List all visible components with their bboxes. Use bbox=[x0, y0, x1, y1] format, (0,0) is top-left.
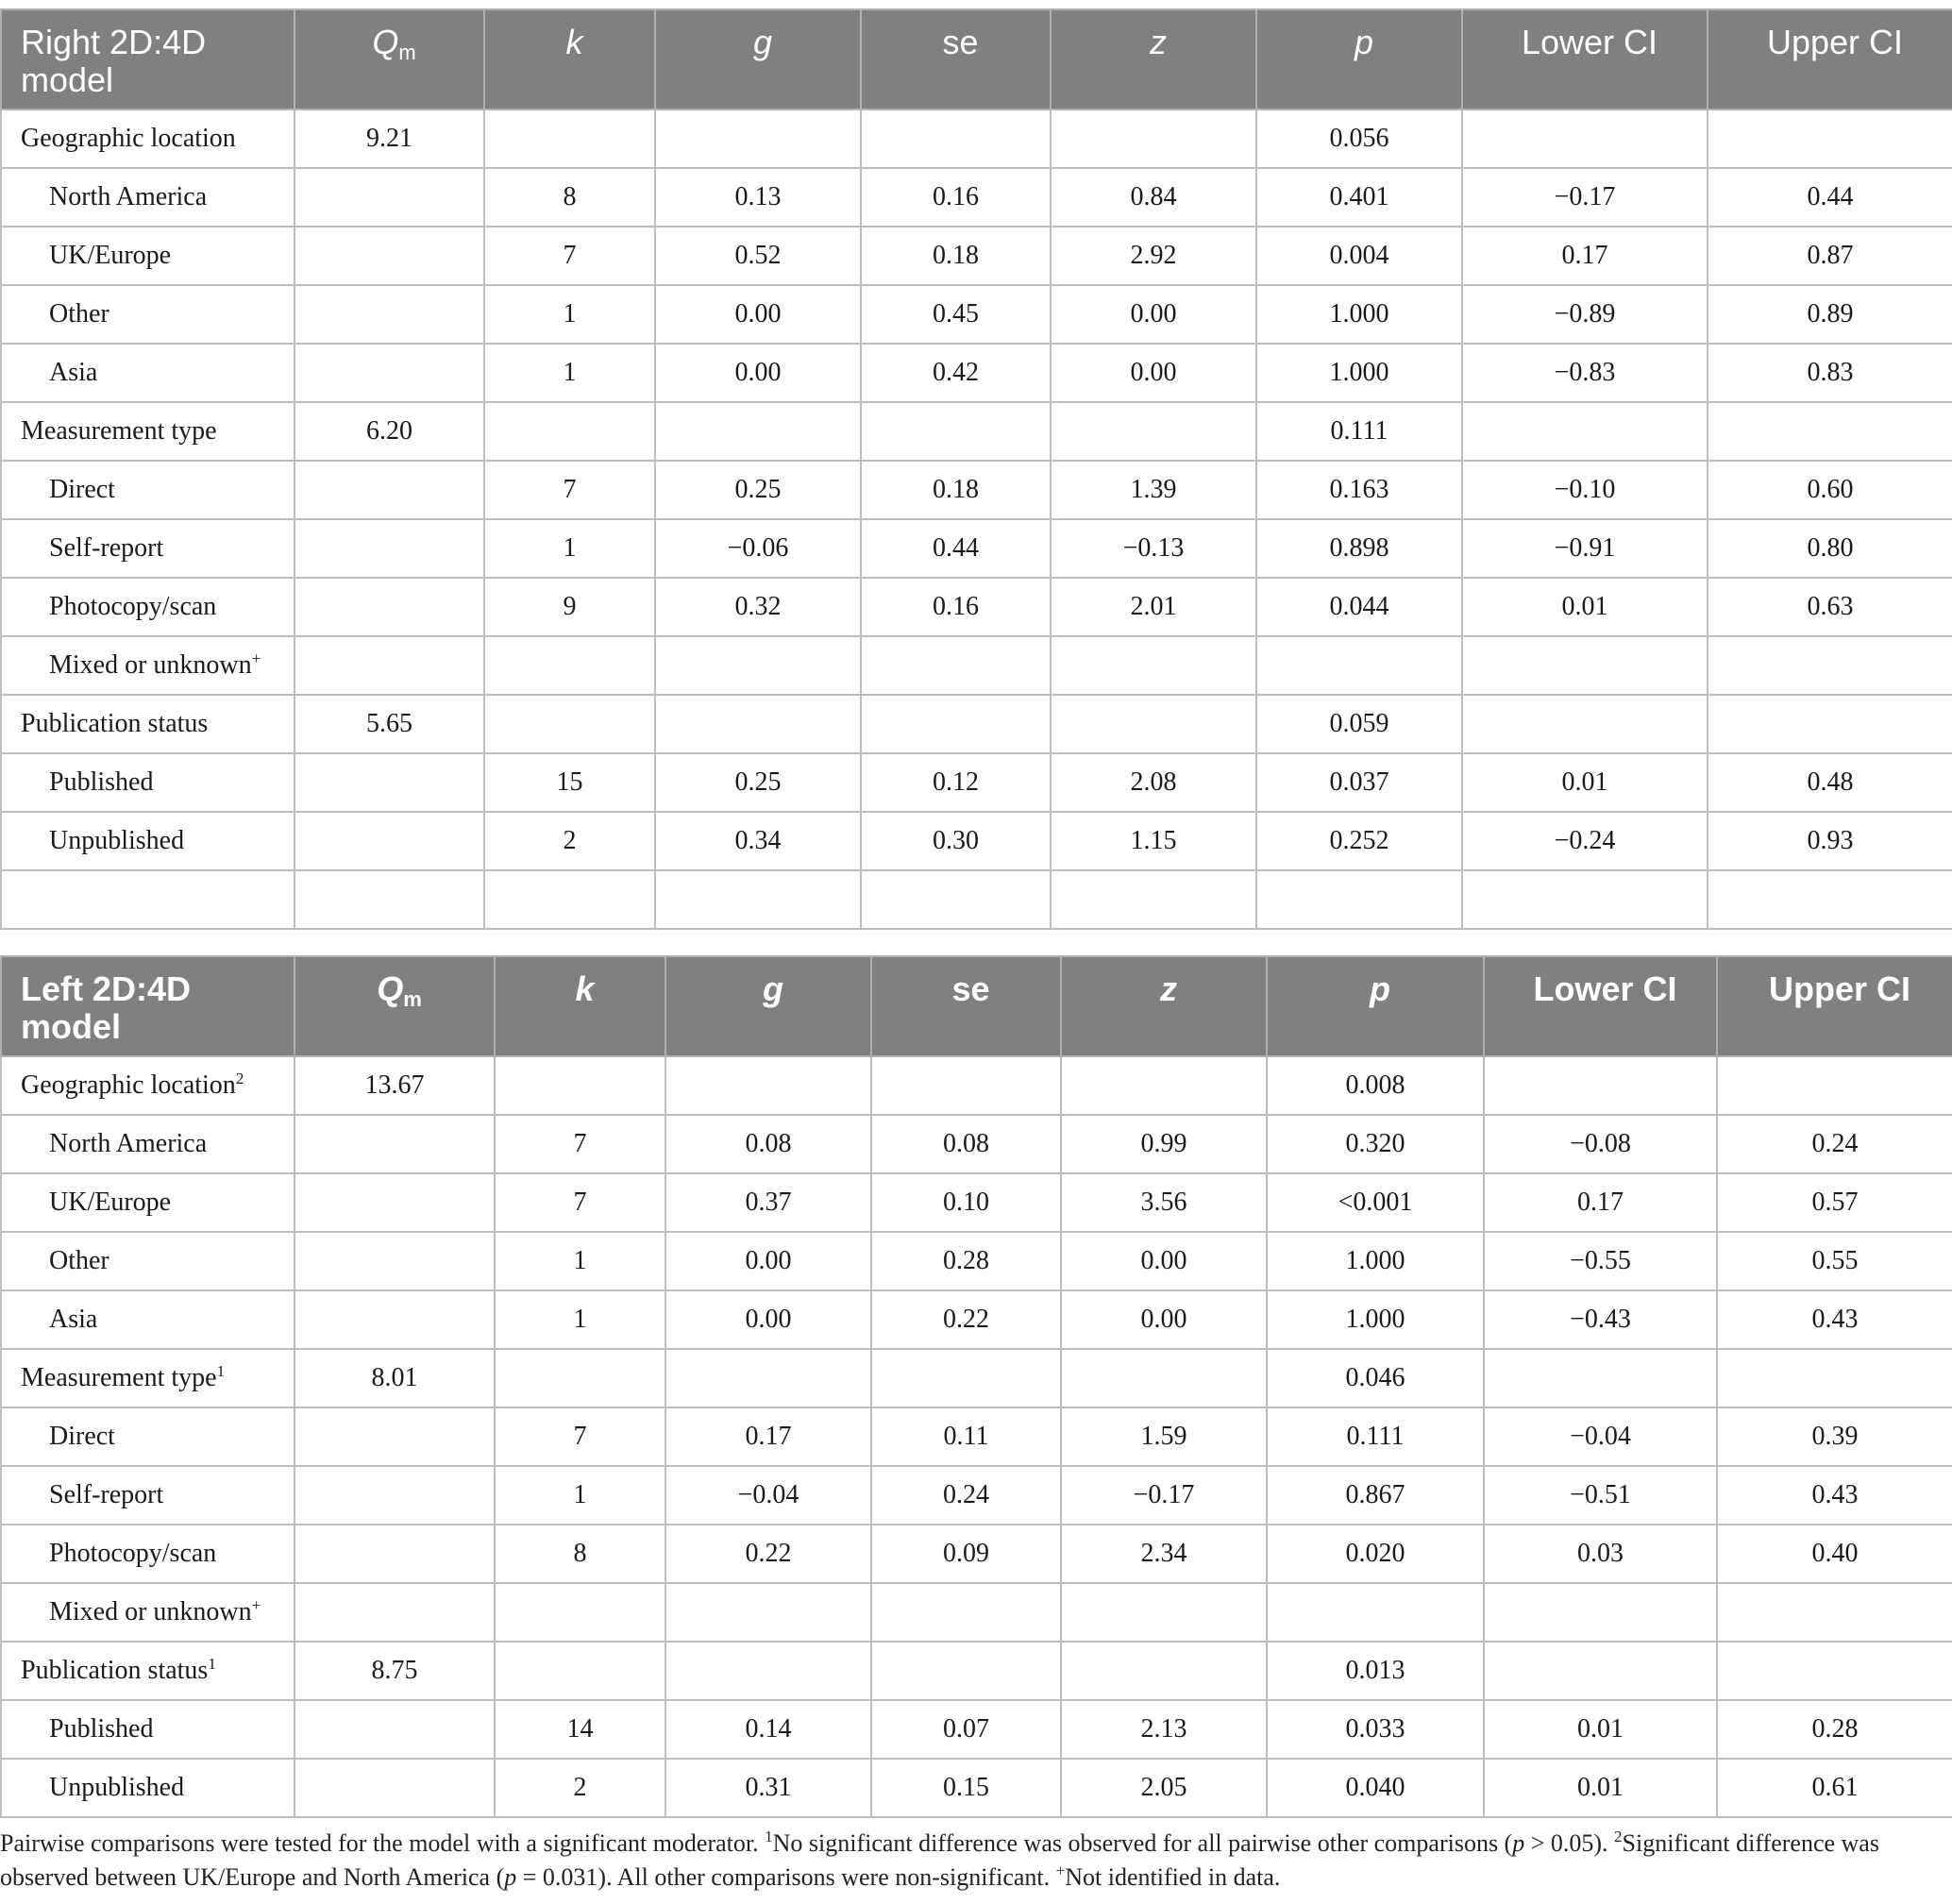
group-label: Measurement type bbox=[1, 402, 294, 461]
empty-cell bbox=[484, 870, 655, 929]
lower-ci-value bbox=[1484, 1583, 1717, 1642]
z-value: 3.56 bbox=[1061, 1173, 1267, 1232]
row-label: Other bbox=[1, 1232, 294, 1290]
z-value bbox=[1051, 636, 1256, 695]
empty-cell bbox=[294, 1173, 495, 1232]
row-label: Published bbox=[1, 1700, 294, 1759]
g-value: 0.00 bbox=[665, 1290, 871, 1349]
empty-cell bbox=[294, 344, 484, 402]
se-value: 0.15 bbox=[871, 1759, 1061, 1817]
empty-cell bbox=[1061, 1642, 1267, 1700]
p-value: 0.163 bbox=[1256, 461, 1462, 519]
empty-cell bbox=[495, 1642, 665, 1700]
table-title: Right 2D:4D model bbox=[1, 9, 294, 110]
k-value bbox=[495, 1583, 665, 1642]
lower-ci-value: −0.91 bbox=[1462, 519, 1708, 578]
z-value bbox=[1061, 1583, 1267, 1642]
empty-cell bbox=[294, 753, 484, 812]
header-g: g bbox=[655, 9, 861, 110]
empty-cell bbox=[1717, 1056, 1952, 1115]
empty-cell bbox=[1708, 870, 1952, 929]
header-row bbox=[1, 956, 1952, 1056]
k-value: 8 bbox=[495, 1525, 665, 1583]
upper-ci-value: 0.60 bbox=[1708, 461, 1952, 519]
p-value bbox=[1256, 636, 1462, 695]
empty-cell bbox=[495, 1349, 665, 1407]
empty-cell bbox=[294, 1583, 495, 1642]
empty-cell bbox=[1717, 1642, 1952, 1700]
lower-ci-value: 0.01 bbox=[1462, 578, 1708, 636]
empty-cell bbox=[1462, 110, 1708, 168]
empty-cell bbox=[294, 227, 484, 285]
k-value: 1 bbox=[495, 1232, 665, 1290]
se-value bbox=[861, 636, 1051, 695]
upper-ci-value: 0.89 bbox=[1708, 285, 1952, 344]
p-value bbox=[1267, 1583, 1484, 1642]
upper-ci-value: 0.80 bbox=[1708, 519, 1952, 578]
se-value: 0.08 bbox=[871, 1115, 1061, 1173]
g-value: 0.14 bbox=[665, 1700, 871, 1759]
lower-ci-value: −0.89 bbox=[1462, 285, 1708, 344]
se-value: 0.24 bbox=[871, 1466, 1061, 1525]
p-value: 0.013 bbox=[1267, 1642, 1484, 1700]
z-value: −0.13 bbox=[1051, 519, 1256, 578]
p-value: 0.401 bbox=[1256, 168, 1462, 227]
table-row bbox=[1, 1759, 1952, 1817]
lower-ci-value: −0.08 bbox=[1484, 1115, 1717, 1173]
right-model-table bbox=[0, 8, 1952, 930]
p-value: 0.867 bbox=[1267, 1466, 1484, 1525]
upper-ci-value: 0.87 bbox=[1708, 227, 1952, 285]
g-value: 0.37 bbox=[665, 1173, 871, 1232]
p-value: 0.059 bbox=[1256, 695, 1462, 753]
table-row bbox=[1, 1290, 1952, 1349]
group-label: Publication status$^1$ bbox=[1, 1642, 294, 1700]
table-row bbox=[1, 636, 1952, 695]
empty-cell bbox=[294, 636, 484, 695]
g-value: −0.06 bbox=[655, 519, 861, 578]
qm-value: 5.65 bbox=[294, 695, 484, 753]
empty-cell bbox=[861, 695, 1051, 753]
table-row bbox=[1, 1466, 1952, 1525]
table-row bbox=[1, 1583, 1952, 1642]
header-lower-ci: Lower CI bbox=[1462, 9, 1708, 110]
group-row bbox=[1, 1056, 1952, 1115]
upper-ci-value: 0.43 bbox=[1717, 1466, 1952, 1525]
empty-cell bbox=[871, 1056, 1061, 1115]
k-value: 1 bbox=[484, 519, 655, 578]
g-value: 0.13 bbox=[655, 168, 861, 227]
empty-cell bbox=[294, 1525, 495, 1583]
table-row bbox=[1, 578, 1952, 636]
p-value: 1.000 bbox=[1256, 285, 1462, 344]
row-label: Self-report bbox=[1, 1466, 294, 1525]
p-value: 0.033 bbox=[1267, 1700, 1484, 1759]
g-value: 0.32 bbox=[655, 578, 861, 636]
table-row bbox=[1, 168, 1952, 227]
header-p: p bbox=[1256, 9, 1462, 110]
qm-value: 8.01 bbox=[294, 1349, 495, 1407]
lower-ci-value: −0.83 bbox=[1462, 344, 1708, 402]
header-g: g bbox=[665, 956, 871, 1056]
empty-cell bbox=[294, 519, 484, 578]
table-row bbox=[1, 1407, 1952, 1466]
z-value: 0.84 bbox=[1051, 168, 1256, 227]
empty-cell bbox=[1051, 870, 1256, 929]
g-value: 0.52 bbox=[655, 227, 861, 285]
empty-cell bbox=[1708, 695, 1952, 753]
lower-ci-value: −0.10 bbox=[1462, 461, 1708, 519]
table-title: Left 2D:4D model bbox=[1, 956, 294, 1056]
upper-ci-value: 0.55 bbox=[1717, 1232, 1952, 1290]
table-row bbox=[1, 1173, 1952, 1232]
k-value: 14 bbox=[495, 1700, 665, 1759]
empty-cell bbox=[861, 110, 1051, 168]
empty-cell bbox=[484, 402, 655, 461]
g-value: 0.17 bbox=[665, 1407, 871, 1466]
group-row bbox=[1, 402, 1952, 461]
header-k: k bbox=[484, 9, 655, 110]
empty-cell bbox=[655, 110, 861, 168]
empty-cell bbox=[294, 1407, 495, 1466]
p-value: 0.004 bbox=[1256, 227, 1462, 285]
table-row bbox=[1, 753, 1952, 812]
header-qm: $Q_m$ bbox=[294, 956, 495, 1056]
p-value: 1.000 bbox=[1267, 1290, 1484, 1349]
table-row bbox=[1, 1115, 1952, 1173]
empty-cell bbox=[1061, 1056, 1267, 1115]
upper-ci-value: 0.48 bbox=[1708, 753, 1952, 812]
g-value: 0.31 bbox=[665, 1759, 871, 1817]
p-value: 0.056 bbox=[1256, 110, 1462, 168]
g-value: 0.22 bbox=[665, 1525, 871, 1583]
empty-cell bbox=[665, 1056, 871, 1115]
empty-cell bbox=[1256, 870, 1462, 929]
empty-cell bbox=[294, 461, 484, 519]
empty-cell bbox=[294, 578, 484, 636]
lower-ci-value: 0.17 bbox=[1484, 1173, 1717, 1232]
empty-cell bbox=[294, 1700, 495, 1759]
lower-ci-value: −0.43 bbox=[1484, 1290, 1717, 1349]
se-value: 0.30 bbox=[861, 812, 1051, 870]
z-value: 2.05 bbox=[1061, 1759, 1267, 1817]
empty-cell bbox=[294, 1232, 495, 1290]
p-value: 1.000 bbox=[1256, 344, 1462, 402]
row-label: Photocopy/scan bbox=[1, 578, 294, 636]
se-value: 0.45 bbox=[861, 285, 1051, 344]
group-row bbox=[1, 1642, 1952, 1700]
p-value: 0.008 bbox=[1267, 1056, 1484, 1115]
g-value bbox=[665, 1583, 871, 1642]
upper-ci-value: 0.40 bbox=[1717, 1525, 1952, 1583]
empty-cell bbox=[1708, 110, 1952, 168]
g-value bbox=[655, 636, 861, 695]
header-k: k bbox=[495, 956, 665, 1056]
upper-ci-value: 0.61 bbox=[1717, 1759, 1952, 1817]
z-value: 0.00 bbox=[1051, 344, 1256, 402]
header-se: se bbox=[861, 9, 1051, 110]
g-value: 0.00 bbox=[655, 285, 861, 344]
lower-ci-value: 0.17 bbox=[1462, 227, 1708, 285]
k-value: 1 bbox=[495, 1290, 665, 1349]
table-footnote: Pairwise comparisons were tested for the model with a significant moderator. $^1$No significant difference was observed for all pairwise other comparisons (p > 0.05). $^2$Significant difference was observed between UK/Europe and North America (p = 0.031). All other comparisons were non-significant. +Not identified in data. bbox=[0, 1828, 1879, 1891]
g-value: 0.34 bbox=[655, 812, 861, 870]
p-value: 0.898 bbox=[1256, 519, 1462, 578]
k-value: 7 bbox=[495, 1407, 665, 1466]
g-value: 0.25 bbox=[655, 753, 861, 812]
se-value: 0.22 bbox=[871, 1290, 1061, 1349]
table-row bbox=[1, 1525, 1952, 1583]
k-value: 7 bbox=[484, 227, 655, 285]
row-label: North America bbox=[1, 168, 294, 227]
p-value: 0.044 bbox=[1256, 578, 1462, 636]
p-value: 0.320 bbox=[1267, 1115, 1484, 1173]
upper-ci-value: 0.39 bbox=[1717, 1407, 1952, 1466]
z-value: 0.99 bbox=[1061, 1115, 1267, 1173]
empty-cell bbox=[655, 870, 861, 929]
row-label: Published bbox=[1, 753, 294, 812]
lower-ci-value: −0.17 bbox=[1462, 168, 1708, 227]
empty-cell bbox=[665, 1642, 871, 1700]
p-value: 0.037 bbox=[1256, 753, 1462, 812]
g-value: 0.25 bbox=[655, 461, 861, 519]
se-value: 0.10 bbox=[871, 1173, 1061, 1232]
header-qm: $Q_m$ bbox=[294, 9, 484, 110]
p-value: 0.020 bbox=[1267, 1525, 1484, 1583]
z-value: 0.00 bbox=[1061, 1232, 1267, 1290]
empty-cell bbox=[1484, 1642, 1717, 1700]
g-value: −0.04 bbox=[665, 1466, 871, 1525]
g-value: 0.00 bbox=[655, 344, 861, 402]
se-value: 0.18 bbox=[861, 461, 1051, 519]
group-label: Geographic location bbox=[1, 110, 294, 168]
qm-value: 13.67 bbox=[294, 1056, 495, 1115]
k-value: 8 bbox=[484, 168, 655, 227]
table-row bbox=[1, 285, 1952, 344]
empty-cell bbox=[1, 870, 294, 929]
empty-cell bbox=[655, 695, 861, 753]
z-value: 2.01 bbox=[1051, 578, 1256, 636]
empty-cell bbox=[871, 1349, 1061, 1407]
group-row bbox=[1, 1349, 1952, 1407]
empty-cell bbox=[1462, 870, 1708, 929]
z-value: 2.08 bbox=[1051, 753, 1256, 812]
table-row bbox=[1, 461, 1952, 519]
table-row bbox=[1, 519, 1952, 578]
row-label: Direct bbox=[1, 1407, 294, 1466]
se-value: 0.11 bbox=[871, 1407, 1061, 1466]
empty-cell bbox=[294, 1115, 495, 1173]
table-row bbox=[1, 812, 1952, 870]
k-value: 1 bbox=[484, 344, 655, 402]
z-value: 0.00 bbox=[1061, 1290, 1267, 1349]
empty-cell bbox=[484, 695, 655, 753]
table-row bbox=[1, 344, 1952, 402]
empty-cell bbox=[1051, 695, 1256, 753]
empty-cell bbox=[861, 402, 1051, 461]
se-value: 0.16 bbox=[861, 168, 1051, 227]
empty-row bbox=[1, 870, 1952, 929]
se-value bbox=[871, 1583, 1061, 1642]
se-value: 0.07 bbox=[871, 1700, 1061, 1759]
header-upper-ci: Upper CI bbox=[1717, 956, 1952, 1056]
empty-cell bbox=[294, 812, 484, 870]
lower-ci-value: 0.01 bbox=[1484, 1759, 1717, 1817]
row-label: North America bbox=[1, 1115, 294, 1173]
empty-cell bbox=[1708, 402, 1952, 461]
lower-ci-value: −0.51 bbox=[1484, 1466, 1717, 1525]
header-se: se bbox=[871, 956, 1061, 1056]
group-row bbox=[1, 110, 1952, 168]
table-row bbox=[1, 227, 1952, 285]
p-value: 0.111 bbox=[1267, 1407, 1484, 1466]
g-value: 0.00 bbox=[665, 1232, 871, 1290]
qm-value: 6.20 bbox=[294, 402, 484, 461]
empty-cell bbox=[1484, 1349, 1717, 1407]
row-label: Photocopy/scan bbox=[1, 1525, 294, 1583]
k-value: 1 bbox=[484, 285, 655, 344]
group-label: Publication status bbox=[1, 695, 294, 753]
empty-cell bbox=[665, 1349, 871, 1407]
empty-cell bbox=[294, 870, 484, 929]
upper-ci-value: 0.24 bbox=[1717, 1115, 1952, 1173]
row-label: Asia bbox=[1, 1290, 294, 1349]
p-value: 1.000 bbox=[1267, 1232, 1484, 1290]
se-value: 0.09 bbox=[871, 1525, 1061, 1583]
group-label: Measurement type$^1$ bbox=[1, 1349, 294, 1407]
p-value: 0.040 bbox=[1267, 1759, 1484, 1817]
row-label: Direct bbox=[1, 461, 294, 519]
empty-cell bbox=[294, 1759, 495, 1817]
group-label: Geographic location$^2$ bbox=[1, 1056, 294, 1115]
upper-ci-value: 0.83 bbox=[1708, 344, 1952, 402]
header-z: z bbox=[1061, 956, 1267, 1056]
z-value: 0.00 bbox=[1051, 285, 1256, 344]
z-value: 2.13 bbox=[1061, 1700, 1267, 1759]
empty-cell bbox=[294, 168, 484, 227]
k-value: 2 bbox=[484, 812, 655, 870]
empty-cell bbox=[294, 1290, 495, 1349]
upper-ci-value: 0.44 bbox=[1708, 168, 1952, 227]
lower-ci-value: −0.24 bbox=[1462, 812, 1708, 870]
empty-cell bbox=[1462, 695, 1708, 753]
lower-ci-value: 0.01 bbox=[1462, 753, 1708, 812]
empty-cell bbox=[1061, 1349, 1267, 1407]
p-value: 0.111 bbox=[1256, 402, 1462, 461]
header-upper-ci: Upper CI bbox=[1708, 9, 1952, 110]
empty-cell bbox=[1051, 402, 1256, 461]
lower-ci-value: −0.04 bbox=[1484, 1407, 1717, 1466]
empty-cell bbox=[1051, 110, 1256, 168]
p-value: <0.001 bbox=[1267, 1173, 1484, 1232]
upper-ci-value bbox=[1708, 636, 1952, 695]
k-value: 2 bbox=[495, 1759, 665, 1817]
se-value: 0.44 bbox=[861, 519, 1051, 578]
lower-ci-value: 0.01 bbox=[1484, 1700, 1717, 1759]
row-label: Self-report bbox=[1, 519, 294, 578]
lower-ci-value: 0.03 bbox=[1484, 1525, 1717, 1583]
row-label: Other bbox=[1, 285, 294, 344]
row-label: Unpublished bbox=[1, 812, 294, 870]
group-row bbox=[1, 695, 1952, 753]
empty-cell bbox=[1462, 402, 1708, 461]
row-label: Mixed or unknown+ bbox=[1, 636, 294, 695]
row-label: Unpublished bbox=[1, 1759, 294, 1817]
se-value: 0.42 bbox=[861, 344, 1051, 402]
k-value bbox=[484, 636, 655, 695]
upper-ci-value: 0.28 bbox=[1717, 1700, 1952, 1759]
z-value: 1.39 bbox=[1051, 461, 1256, 519]
empty-cell bbox=[655, 402, 861, 461]
z-value: 2.34 bbox=[1061, 1525, 1267, 1583]
header-p: p bbox=[1267, 956, 1484, 1056]
header-z: z bbox=[1051, 9, 1256, 110]
k-value: 7 bbox=[495, 1173, 665, 1232]
header-lower-ci: Lower CI bbox=[1484, 956, 1717, 1056]
empty-cell bbox=[871, 1642, 1061, 1700]
left-model-table bbox=[0, 955, 1952, 1818]
z-value: 1.15 bbox=[1051, 812, 1256, 870]
se-value: 0.12 bbox=[861, 753, 1051, 812]
k-value: 9 bbox=[484, 578, 655, 636]
lower-ci-value bbox=[1462, 636, 1708, 695]
upper-ci-value: 0.57 bbox=[1717, 1173, 1952, 1232]
g-value: 0.08 bbox=[665, 1115, 871, 1173]
lower-ci-value: −0.55 bbox=[1484, 1232, 1717, 1290]
empty-cell bbox=[861, 870, 1051, 929]
row-label: Mixed or unknown+ bbox=[1, 1583, 294, 1642]
k-value: 7 bbox=[484, 461, 655, 519]
z-value: 1.59 bbox=[1061, 1407, 1267, 1466]
k-value: 15 bbox=[484, 753, 655, 812]
se-value: 0.28 bbox=[871, 1232, 1061, 1290]
row-label: UK/Europe bbox=[1, 1173, 294, 1232]
table-row bbox=[1, 1700, 1952, 1759]
z-value: −0.17 bbox=[1061, 1466, 1267, 1525]
se-value: 0.18 bbox=[861, 227, 1051, 285]
p-value: 0.046 bbox=[1267, 1349, 1484, 1407]
header-row bbox=[1, 9, 1952, 110]
k-value: 7 bbox=[495, 1115, 665, 1173]
row-label: Asia bbox=[1, 344, 294, 402]
z-value: 2.92 bbox=[1051, 227, 1256, 285]
empty-cell bbox=[495, 1056, 665, 1115]
empty-cell bbox=[1717, 1349, 1952, 1407]
upper-ci-value: 0.43 bbox=[1717, 1290, 1952, 1349]
p-value: 0.252 bbox=[1256, 812, 1462, 870]
upper-ci-value: 0.93 bbox=[1708, 812, 1952, 870]
k-value: 1 bbox=[495, 1466, 665, 1525]
empty-cell bbox=[294, 285, 484, 344]
se-value: 0.16 bbox=[861, 578, 1051, 636]
upper-ci-value: 0.63 bbox=[1708, 578, 1952, 636]
upper-ci-value bbox=[1717, 1583, 1952, 1642]
qm-value: 8.75 bbox=[294, 1642, 495, 1700]
empty-cell bbox=[1484, 1056, 1717, 1115]
qm-value: 9.21 bbox=[294, 110, 484, 168]
empty-cell bbox=[484, 110, 655, 168]
empty-cell bbox=[294, 1466, 495, 1525]
row-label: UK/Europe bbox=[1, 227, 294, 285]
table-row bbox=[1, 1232, 1952, 1290]
